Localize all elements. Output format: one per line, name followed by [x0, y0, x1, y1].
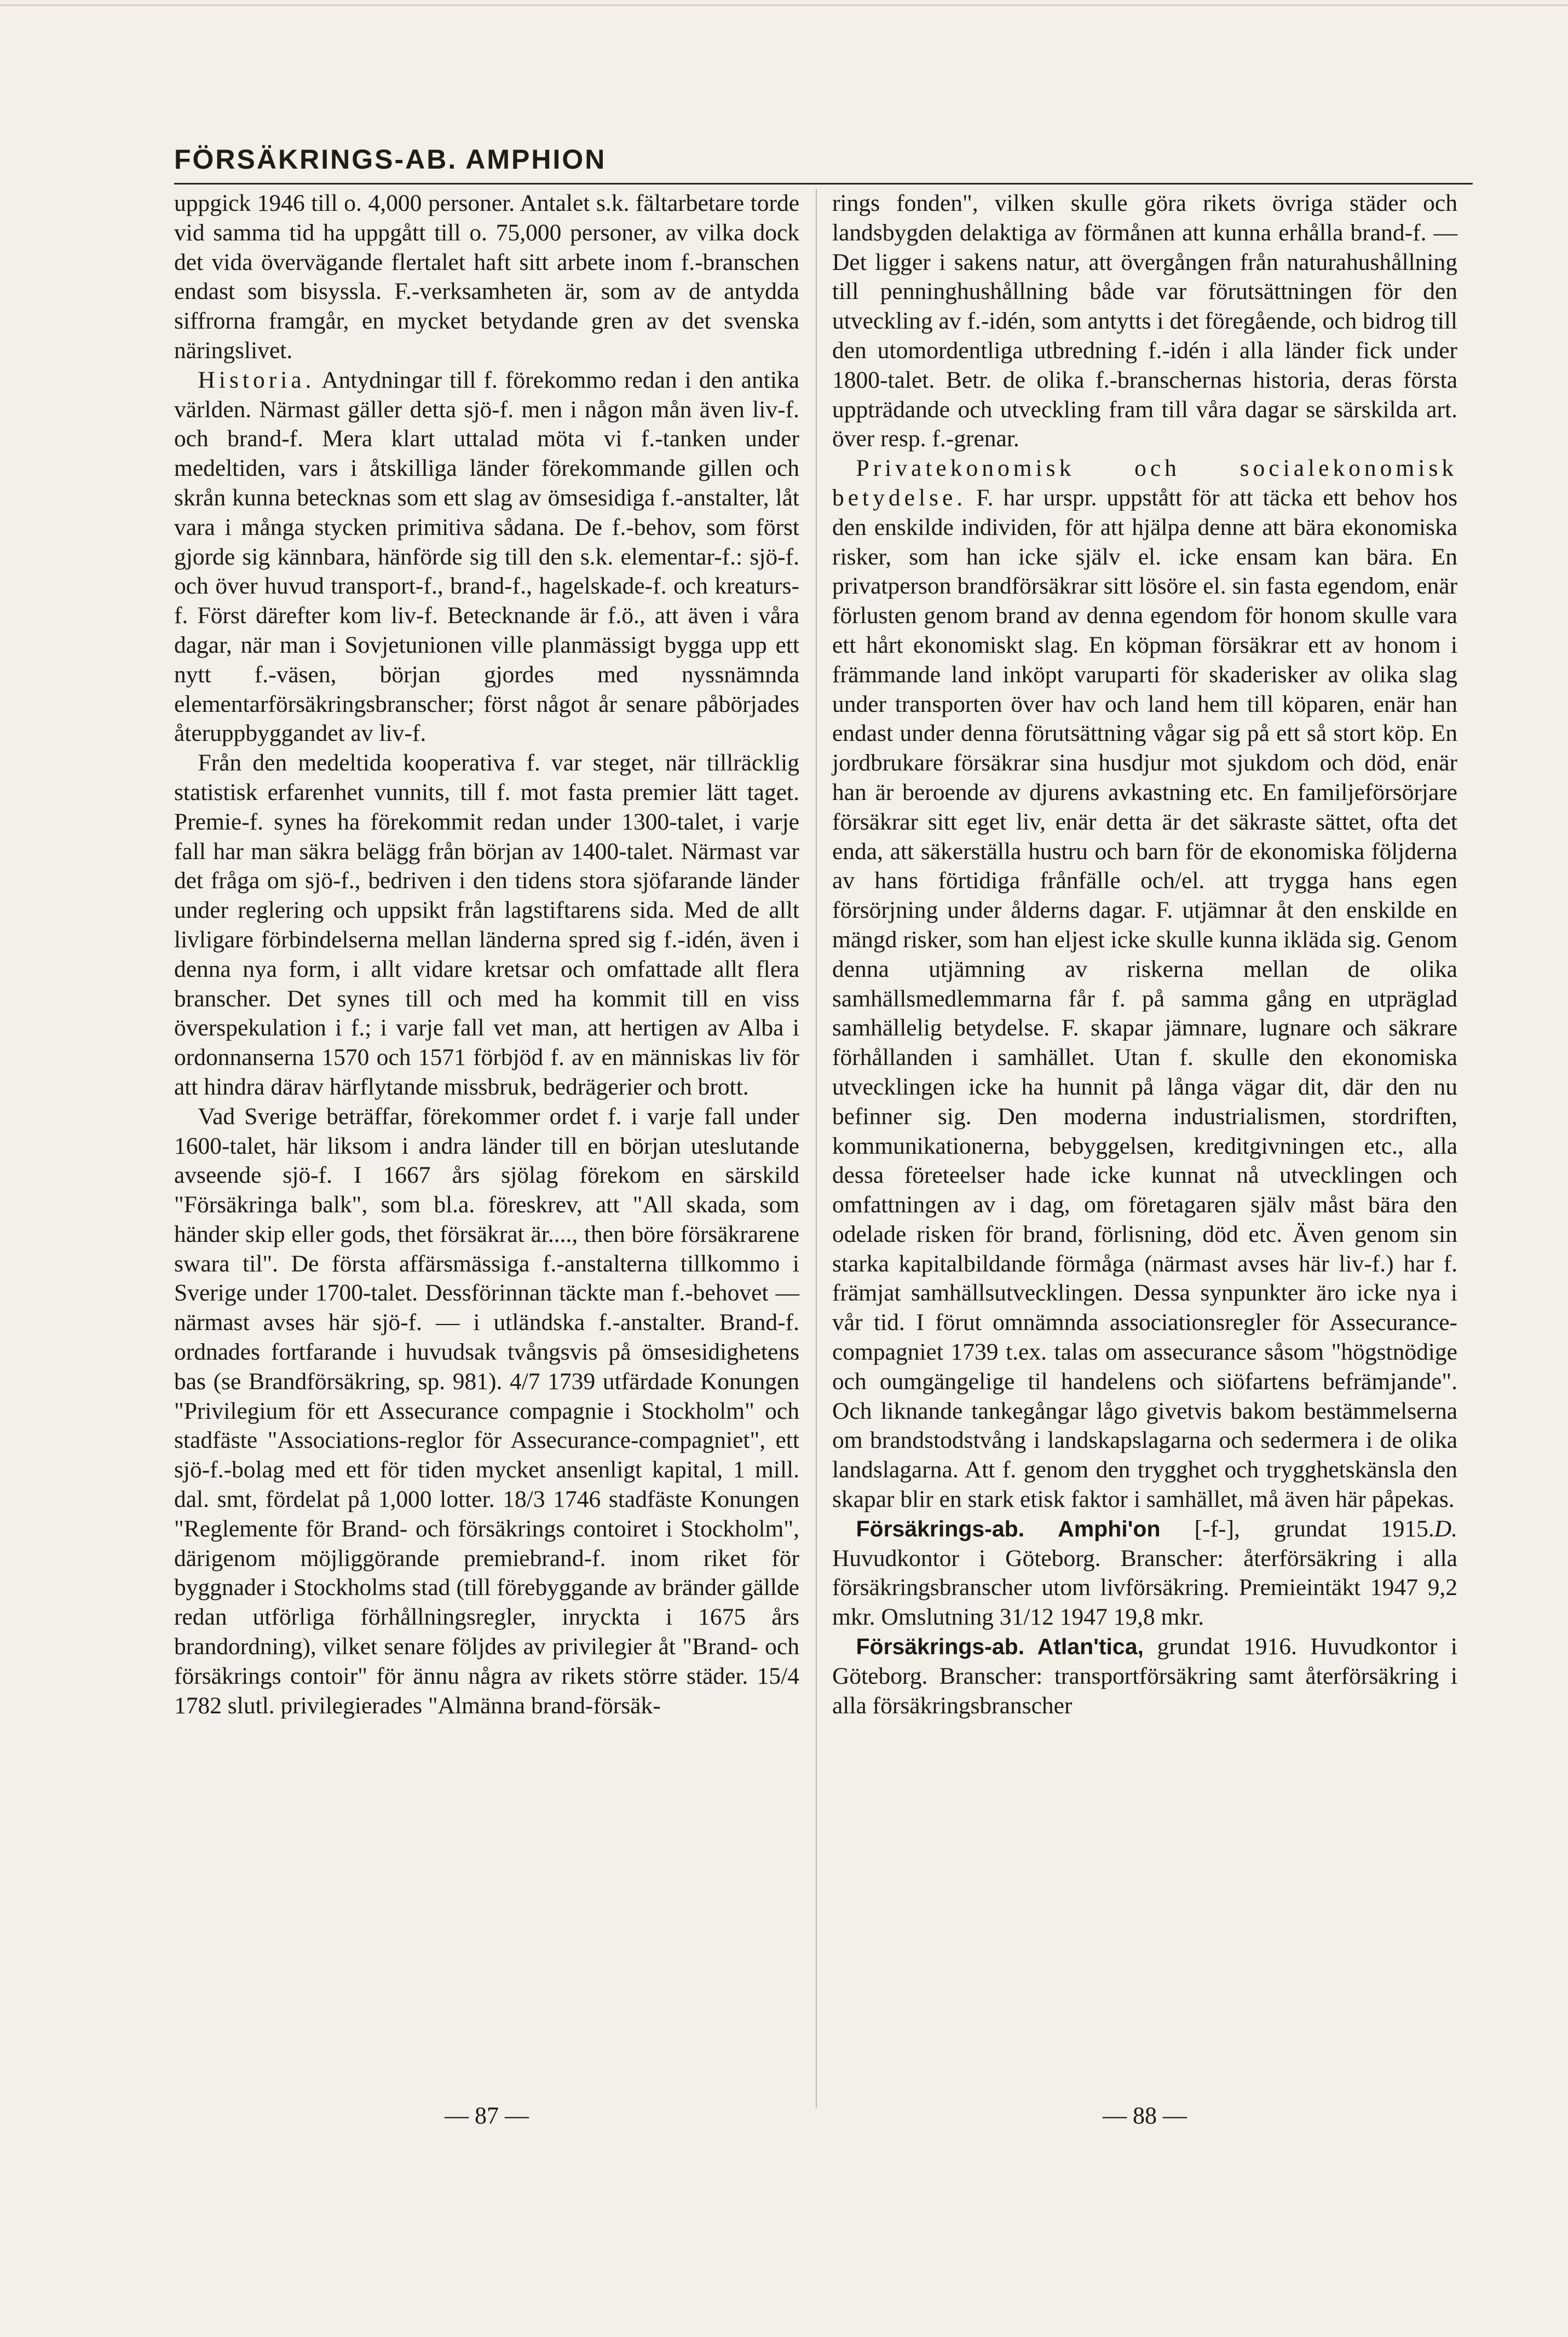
left-paragraph-2 [174, 366, 799, 749]
left-paragraph-4-body: Vad Sverige beträffar, förekommer ordet f. i varje fall under 1600-talet, här liksom i andra länder till en början uteslutande avseende sjö-f. I 1667 års sjölag förekom en särskild "Försäkringa balk", som bl.a. föreskrev, att "All skada, som händer skip eller gods, thet försäkrat är...., then böre försäkrarene swara til". De första affärsmässiga f.-anstalterna tillkommo i Sverige under 1700-talet. Dessförinnan täckte man f.-behovet — närmast avses här sjö-f. — i utländska f.-anstalter. Brand-f. ordnades fortfarande i huvudsak tvångsvis på ömsesidighetens bas (se Brandförsäkring, sp. 981). 4/7 1739 utfärdade Konungen "Privilegium för ett Assecurance compagnie i Stockholm" och stadfäste "Associations-reglor för Assecurance-compagniet", ett sjö-f.-bolag med ett för tiden mycket ansenligt kapital, 1 mill. dal. smt, fördelat på 1,000 lotter. 18/3 1746 stadfäste Konungen "Reglemente för Brand- och försäkrings contoiret i Stockholm", därigenom möjliggörande premiebrand-f. inom riket för byggnader i Stockholms stad (till förebyggande av bränder gällde redan utförliga förhållningsregler, inryckta i 1675 års brandordning), vilket senare följdes av privilegier åt "Brand- och försäkrings contoir" för ännu några av rikets större städer. 15/4 1782 slutl. privilegierades "Almänna brand-försäk- [174, 1103, 799, 1719]
entry-amphion-text: [-f-], grundat 1915. Huvudkontor i Göteborg. Branscher: återförsäkring i alla försäkringsbranscher utom livförsäkring. Premieintäkt 1947 9,2 mkr. Omslutning 31/12 1947 19,8 mkr. [832, 1515, 1457, 1631]
page-number-right: — 88 — [1103, 2102, 1187, 2129]
right-paragraph-2-body: F. har urspr. uppstått för att täcka ett behov hos den enskilde individen, för att hjälpa denne att bära ekonomiska risker, som han icke själv el. icke ensam kan bära. En privatperson brandförsäkrar sitt lösöre el. sin fasta egendom, enär förlusten genom brand av denna egendom för honom skulle vara ett hårt ekonomiskt slag. En köpman försäkrar ett av honom i främmande land inköpt varuparti för skaderisker av olika slag under transporten över hav och land hem till köparen, enär han endast under denna förutsättning vågar sig på ett så stort köp. En jordbrukare försäkrar sina husdjur mot sjukdom och död, enär han är beroende av djurens avkastning etc. En familjeförsörjare försäkrar sitt eget liv, enär detta är det säkraste sättet, ofta det enda, att säkerställa hustru och barn för de ekonomiska följderna av hans förtidiga frånfälle och/el. att trygga hans egen försörjning under ålderns dagar. F. utjämnar åt den enskilde en mängd risker, som han eljest icke skulle kunna ikläda sig. Genom denna utjämning av riskerna mellan de olika samhällsmedlemmarna får f. på samma gång en utpräglad samhällelig betydelse. F. skapar jämnare, lugnare och säkrare förhållanden i samhället. Utan f. skulle den ekonomiska utvecklingen icke ha hunnit på långa vägar dit, där den nu befinner sig. Den moderna industrialismen, stordriften, kommunikationerna, bebyggelsen, kreditgivningen etc., alla dessa företeelser hade icke kunnat nå utvecklingen och omfattningen av i dag, om företagaren själv måst bära den odelade risken för brand, förlisning, död etc. Även genom sin starka kapitalbildande förmåga (närmast avses här liv-f.) har f. främjat samhällsutvecklingen. Dessa synpunkter äro icke nya i vår tid. I förut omnämnda associationsregler för Assecurance-compagniet 1739 t.ex. talas om assecurance såsom "högstnödige och oumgängelige til handelens och siöfartens befrämjande". Och liknande tankegångar lågo givetvis bakom bestämmelserna om brandstodstvång i landskapslagarna och sedermera i de olika landslagarna. Att f. genom den trygghet och trygghetskänsla den skapar blir en stark etisk faktor i samhället, må även här påpekas. [832, 484, 1458, 1513]
left-paragraph-2-body: Antydningar till f. förekommo redan i den antika världen. Närmast gäller detta sjö-f. men i någon mån även liv-f. och brand-f. Mera klart uttalad möta vi f.-tanken under medeltiden, vars i åtskilliga länder förekommande gillen och skrån kunna betecknas som ett slag av ömsesidiga f.-anstalter, låt vara i många stycken primitiva sådana. De f.-behov, som först gjorde sig kännbara, hänförde sig till den s.k. elementar-f.: sjö-f. och över huvud transport-f., brand-f., hagelskade-f. och kreaturs-f. Först därefter kom liv-f. Betecknande är f.ö., att även i våra dagar, när man i Sovjetunionen ville planmässigt bygga upp ett nytt f.-väsen, början gjordes med nyssnämnda elementarförsäkringsbranscher; först något år senare påbörjades återuppbyggandet av liv-f. [174, 366, 799, 747]
section-heading-betydelse: Privatekonomisk och socialekonomisk betydelse. [832, 455, 1457, 511]
entry-atlantica-name: Försäkrings-ab. Atlan'tica, [856, 1634, 1144, 1660]
page-top-rule [0, 4, 1568, 6]
header-rule [174, 183, 1473, 185]
left-paragraph-3 [174, 749, 799, 1102]
entry-amphion-name: Försäkrings-ab. Amphi'on [856, 1516, 1161, 1541]
author-signature: D. [1434, 1515, 1457, 1542]
right-column [832, 189, 1457, 1720]
section-heading-historia: Historia. [198, 366, 315, 393]
column-divider [816, 189, 817, 2108]
left-column [174, 189, 799, 1720]
entry-atlantica [832, 1632, 1457, 1720]
running-header-title: FÖRSÄKRINGS-AB. AMPHION [174, 144, 607, 175]
left-paragraph-3-body: Från den medeltida kooperativa f. var steget, när tillräcklig statistisk erfarenhet vunnits, till f. mot fasta premier lätt taget. Premie-f. synes ha förekommit redan under 1300-talet, i varje fall har man säkra belägg från början av 1400-talet. Närmast var det fråga om sjö-f., bedriven i den tidens stora sjöfarande länder under reglering och uppsikt från lagstiftarens sida. Med de allt livligare förbindelserna mellan länderna spred sig f.-idén, även i denna nya form, i allt vidare kretsar och omfattade allt flera branscher. Det synes till och med ha kommit till en viss överspekulation i f.; i varje fall vet man, att hertigen av Alba i ordonnanserna 1570 och 1571 förbjöd f. av en människas liv för att hindra därav härflytande missbruk, bedrägerier och brott. [174, 750, 799, 1100]
left-paragraph-4 [174, 1102, 799, 1721]
entry-atlantica-text: grundat 1916. Huvudkontor i Göteborg. Branscher: transportförsäkring samt återförsäkring i alla försäkringsbranscher [832, 1633, 1458, 1719]
right-paragraph-1: rings fonden", vilken skulle göra rikets övriga städer och landsbygden delaktiga av förmånen att kunna erhålla brand-f. — Det ligger i sakens natur, att övergången från naturahushållning till penninghushållning både var förutsättningen för den utveckling av f.-idén, som antytts i det föregående, och bidrog till den utomordentliga utbredning f.-idén i alla länder fick under 1800-talet. Betr. de olika f.-branschernas historia, deras första uppträdande och utveckling fram till våra dagar se särskilda art. över resp. f.-grenar. [832, 190, 1457, 452]
entry-amphion [832, 1515, 1457, 1632]
running-header [174, 143, 1473, 185]
left-paragraph-1: uppgick 1946 till o. 4,000 personer. Antalet s.k. fältarbetare torde vid samma tid ha uppgått till o. 75,000 personer, av vilka dock det vida övervägande flertalet haft sitt arbete inom f.-branschen endast som bisyssla. F.-verksamheten är, som av de antydda siffrorna framgår, en mycket betydande gren av det svenska näringslivet. [174, 190, 799, 364]
page-number-left: — 87 — [445, 2102, 529, 2129]
